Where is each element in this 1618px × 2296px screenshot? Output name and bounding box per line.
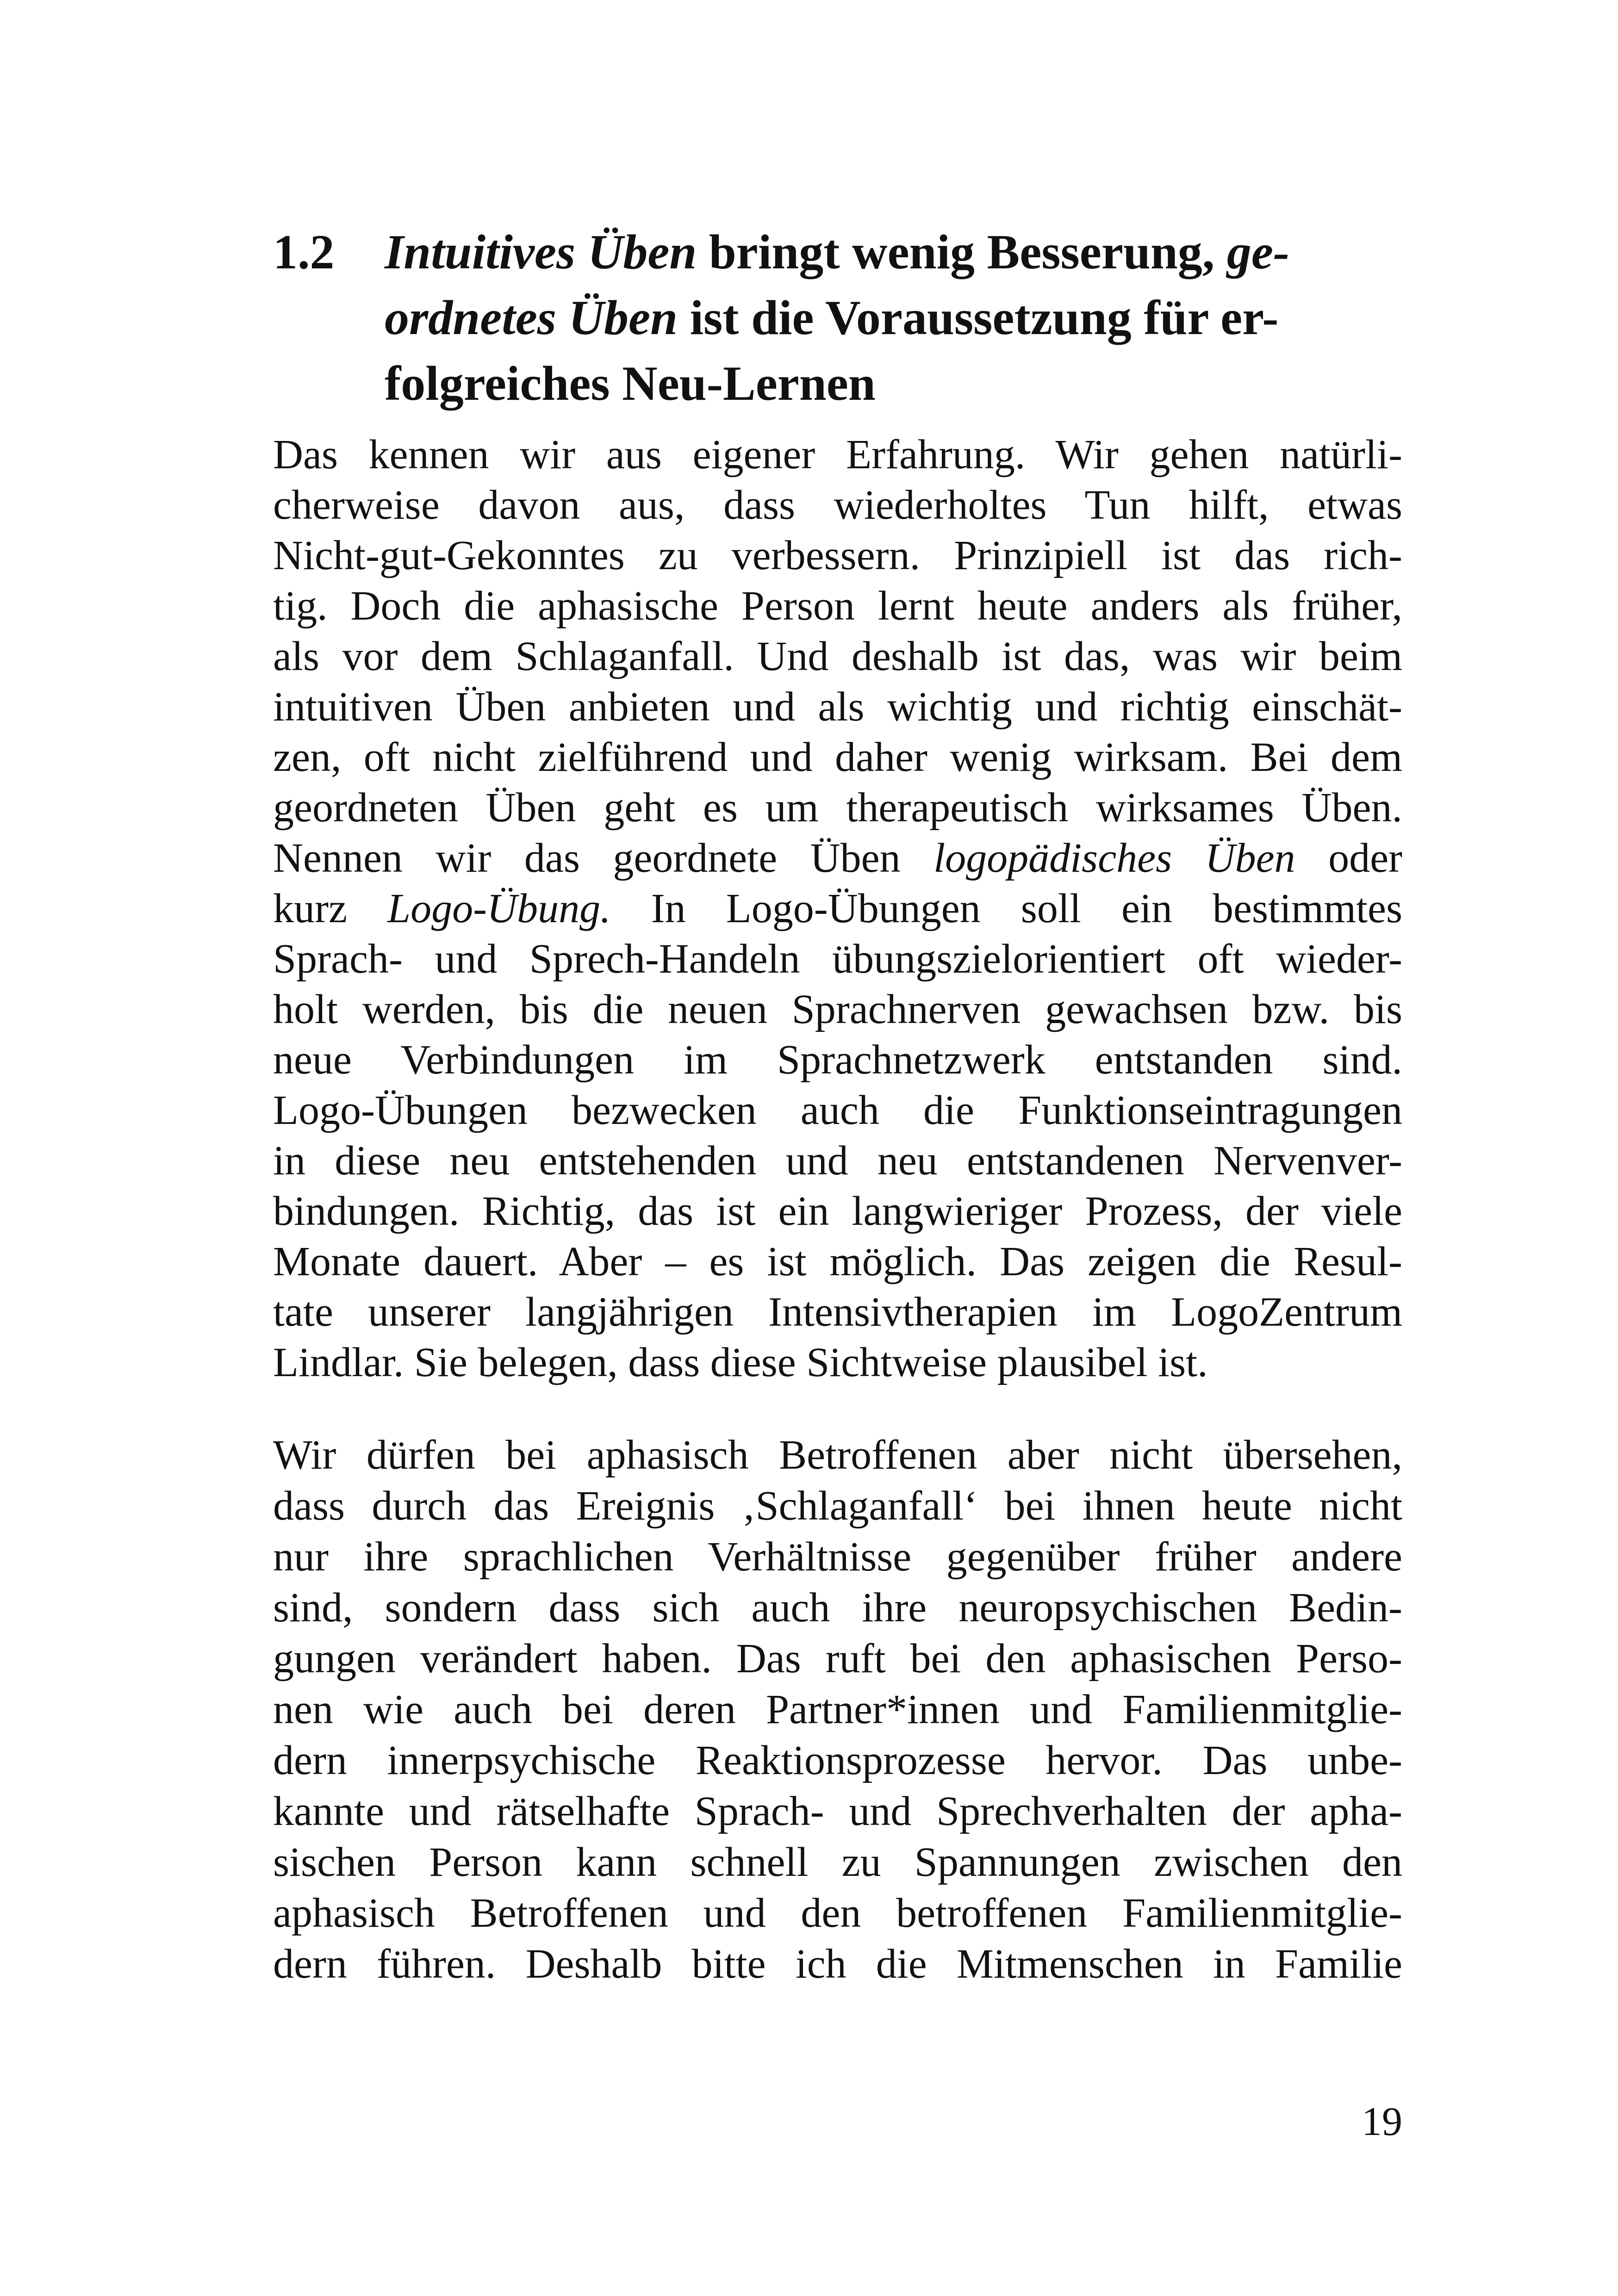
- text-line: [273, 732, 1402, 783]
- text-line: [273, 883, 1402, 934]
- text-run: als vor dem Schlaganfall. Und deshalb ist das, was wir beim: [273, 633, 1402, 679]
- text-run: neue Verbindungen im Sprachnetzwerk entstanden sind.: [273, 1037, 1402, 1083]
- text-line: dass durch das Ereignis ‚Schlaganfall‘ bei ihnen heute nicht: [273, 1483, 1402, 1529]
- text-line: [273, 934, 1402, 985]
- heading-italic-text: ordnetes Üben: [385, 291, 678, 345]
- text-line: [273, 429, 1402, 480]
- text-run: cherweise davon aus, dass wiederholtes Tun hilft, etwas: [273, 482, 1402, 528]
- section-heading-line: [385, 225, 1289, 279]
- section-heading-line: [385, 291, 1279, 345]
- text-line: [273, 581, 1402, 632]
- text-run: tig. Doch die aphasische Person lernt heute anders als früher,: [273, 583, 1402, 629]
- text-line: [273, 1337, 1402, 1388]
- text-line: [273, 631, 1402, 682]
- page-number: 19: [1362, 2099, 1402, 2144]
- text-line: [273, 1136, 1402, 1186]
- text-run: Monate dauert. Aber – es ist möglich. Das zeigen die Resul-: [273, 1239, 1402, 1285]
- heading-italic-text: Intuitives Üben: [385, 225, 697, 279]
- text-line: [273, 984, 1402, 1035]
- text-run: kurz: [273, 886, 388, 931]
- text-line: sind, sondern dass sich auch ihre neuropsychischen Bedin-: [273, 1585, 1402, 1631]
- heading-text: ist die Voraussetzung für er-: [678, 291, 1279, 345]
- text-line: dern führen. Deshalb bitte ich die Mitmenschen in Familie: [273, 1941, 1402, 1987]
- text-line: [273, 833, 1402, 884]
- text-run: bindungen. Richtig, das ist ein langwieriger Prozess, der viele: [273, 1188, 1402, 1234]
- text-line: gungen verändert haben. Das ruft bei den aphasischen Perso-: [273, 1636, 1402, 1682]
- text-line: [273, 782, 1402, 833]
- text-line: [273, 1236, 1402, 1287]
- text-line: kannte und rätselhafte Sprach- und Sprechverhalten der apha-: [273, 1788, 1402, 1834]
- text-line: dern innerpsychische Reaktionsprozesse hervor. Das unbe-: [273, 1738, 1402, 1783]
- heading-text: bringt wenig Besserung,: [697, 225, 1227, 279]
- text-run: oder: [1295, 835, 1402, 881]
- text-line: [273, 1186, 1402, 1237]
- heading-text: folgreiches Neu-Lernen: [385, 356, 876, 410]
- text-line: [273, 530, 1402, 581]
- text-run: zen, oft nicht zielführend und daher wenig wirksam. Bei dem: [273, 734, 1402, 780]
- text-run: Logo-Übungen bezwecken auch die Funktionseintragungen: [273, 1087, 1402, 1133]
- text-line: nen wie auch bei deren Partner*innen und Familienmitglie-: [273, 1687, 1402, 1732]
- text-line: sischen Person kann schnell zu Spannungen zwischen den: [273, 1839, 1402, 1885]
- text-line: [273, 682, 1402, 732]
- text-run: geordneten Üben geht es um therapeutisch wirksames Üben.: [273, 785, 1402, 831]
- text-run: Das kennen wir aus eigener Erfahrung. Wir gehen natürli-: [273, 432, 1402, 478]
- text-line: [273, 1085, 1402, 1136]
- text-run: Nennen wir das geordnete Üben: [273, 835, 934, 881]
- text-line: Wir dürfen bei aphasisch Betroffenen aber nicht übersehen,: [273, 1432, 1402, 1478]
- text-line: aphasisch Betroffenen und den betroffenen Familienmitglie-: [273, 1890, 1402, 1936]
- italic-run: Logo-Übung.: [387, 886, 611, 931]
- text-run: tate unserer langjährigen Intensivtherapien im LogoZentrum: [273, 1289, 1402, 1335]
- text-line: [273, 1287, 1402, 1338]
- italic-run: logopädisches Üben: [933, 835, 1295, 881]
- text-line: [273, 1035, 1402, 1086]
- section-heading-line: [385, 356, 876, 411]
- text-run: In Logo-Übungen soll ein bestimmtes: [610, 886, 1402, 931]
- heading-italic-text: ge-: [1226, 225, 1290, 279]
- text-run: Sprach- und Sprech-Handeln übungszielorientiert oft wieder-: [273, 936, 1402, 982]
- section-number: 1.2: [273, 225, 335, 279]
- text-run: Lindlar. Sie belegen, dass diese Sichtweise plausibel ist.: [273, 1340, 1208, 1385]
- text-line: [273, 480, 1402, 531]
- text-line: nur ihre sprachlichen Verhältnisse gegenüber früher andere: [273, 1534, 1402, 1580]
- text-run: Nicht-gut-Gekonntes zu verbessern. Prinzipiell ist das rich-: [273, 533, 1402, 578]
- text-run: intuitiven Üben anbieten und als wichtig und richtig einschät-: [273, 684, 1402, 730]
- text-run: holt werden, bis die neuen Sprachnerven gewachsen bzw. bis: [273, 987, 1402, 1032]
- text-run: in diese neu entstehenden und neu entstandenen Nervenver-: [273, 1138, 1402, 1184]
